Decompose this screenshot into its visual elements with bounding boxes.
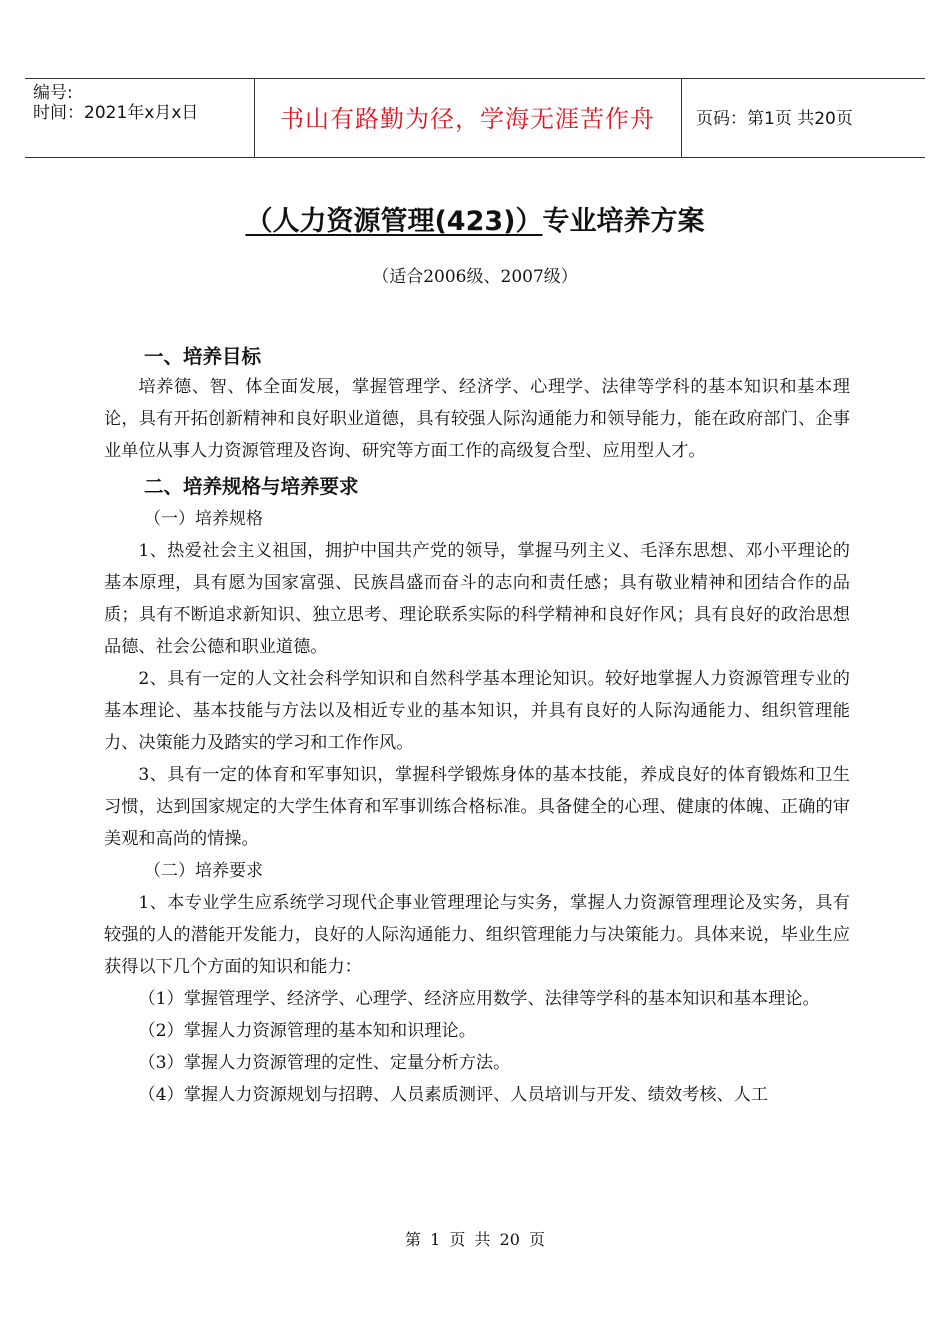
requirements-paragraph: 1、本专业学生应系统学习现代企事业管理理论与实务，掌握人力资源管理理论及实务，具有较强的人的潜能开发能力，良好的人际沟通能力、组织管理能力与决策能力。具体来说，毕业生应获得以下几个方面的知识和能力：	[104, 893, 850, 977]
subsection-spec: （一）培养规格	[144, 509, 263, 529]
spec-paragraph-1: 1、热爱社会主义祖国，拥护中国共产党的领导，掌握马列主义、毛泽东思想、邓小平理论的基本原理，具有愿为国家富强、民族昌盛而奋斗的志向和责任感；具有敬业精神和团结合作的品质；具有不断追求新知识、独立思考、理论联系实际的科学精神和良好作风；具有良好的政治思想品德、社会公德和职业道德。	[104, 541, 850, 657]
list-item: （3）掌握人力资源管理的定性、定量分析方法。	[138, 1053, 511, 1073]
spec-paragraph-2: 2、具有一定的人文社会科学知识和自然科学基本理论知识。较好地掌握人力资源管理专业的基本理论、基本技能与方法以及相近专业的基本知识，并具有良好的人际沟通能力、组织管理能力、决策能力及踏实的学习和工作作风。	[104, 669, 850, 753]
subsection-requirements: （二）培养要求	[144, 861, 263, 881]
section-heading-requirements: 二、培养规格与培养要求	[144, 475, 359, 498]
number-label: 编号:	[33, 83, 73, 103]
page-footer: 第 1 页 共 20 页	[405, 1230, 545, 1249]
document-subtitle: （适合2006级、2007级）	[372, 267, 578, 287]
header-page-cell	[682, 79, 925, 157]
document-header	[25, 78, 925, 158]
title-rest: 专业培养方案	[542, 206, 705, 237]
list-item: （1）掌握管理学、经济学、心理学、经济应用数学、法律等学科的基本知识和基本理论。	[138, 989, 820, 1009]
document-body	[104, 343, 850, 1111]
time-label: 时间：2021年x月x日	[33, 103, 199, 123]
title-major: （人力资源管理(423)）	[245, 206, 543, 237]
section-heading-goals: 一、培养目标	[144, 345, 262, 368]
list-item: （4）掌握人力资源规划与招聘、人员素质测评、人员培训与开发、绩效考核、人工	[138, 1085, 769, 1105]
list-item: （2）掌握人力资源管理的基本知和识理论。	[138, 1021, 476, 1041]
header-motto-cell	[254, 79, 682, 157]
header-meta-cell	[25, 79, 255, 157]
motto-text: 书山有路勤为径，学海无涯苦作舟	[280, 105, 655, 133]
document-title	[0, 205, 950, 239]
goals-paragraph: 培养德、智、体全面发展，掌握管理学、经济学、心理学、法律等学科的基本知识和基本理论，具有开拓创新精神和良好职业道德，具有较强人际沟通能力和领导能力，能在政府部门、企事业单位从事人力资源管理及咨询、研究等方面工作的高级复合型、应用型人才。	[104, 377, 850, 461]
spec-paragraph-3: 3、具有一定的体育和军事知识，掌握科学锻炼身体的基本技能，养成良好的体育锻炼和卫生习惯，达到国家规定的大学生体育和军事训练合格标准。具备健全的心理、健康的体魄、正确的审美观和高尚的情操。	[104, 765, 850, 849]
header-page-info: 页码：第1页 共20页	[696, 109, 853, 129]
